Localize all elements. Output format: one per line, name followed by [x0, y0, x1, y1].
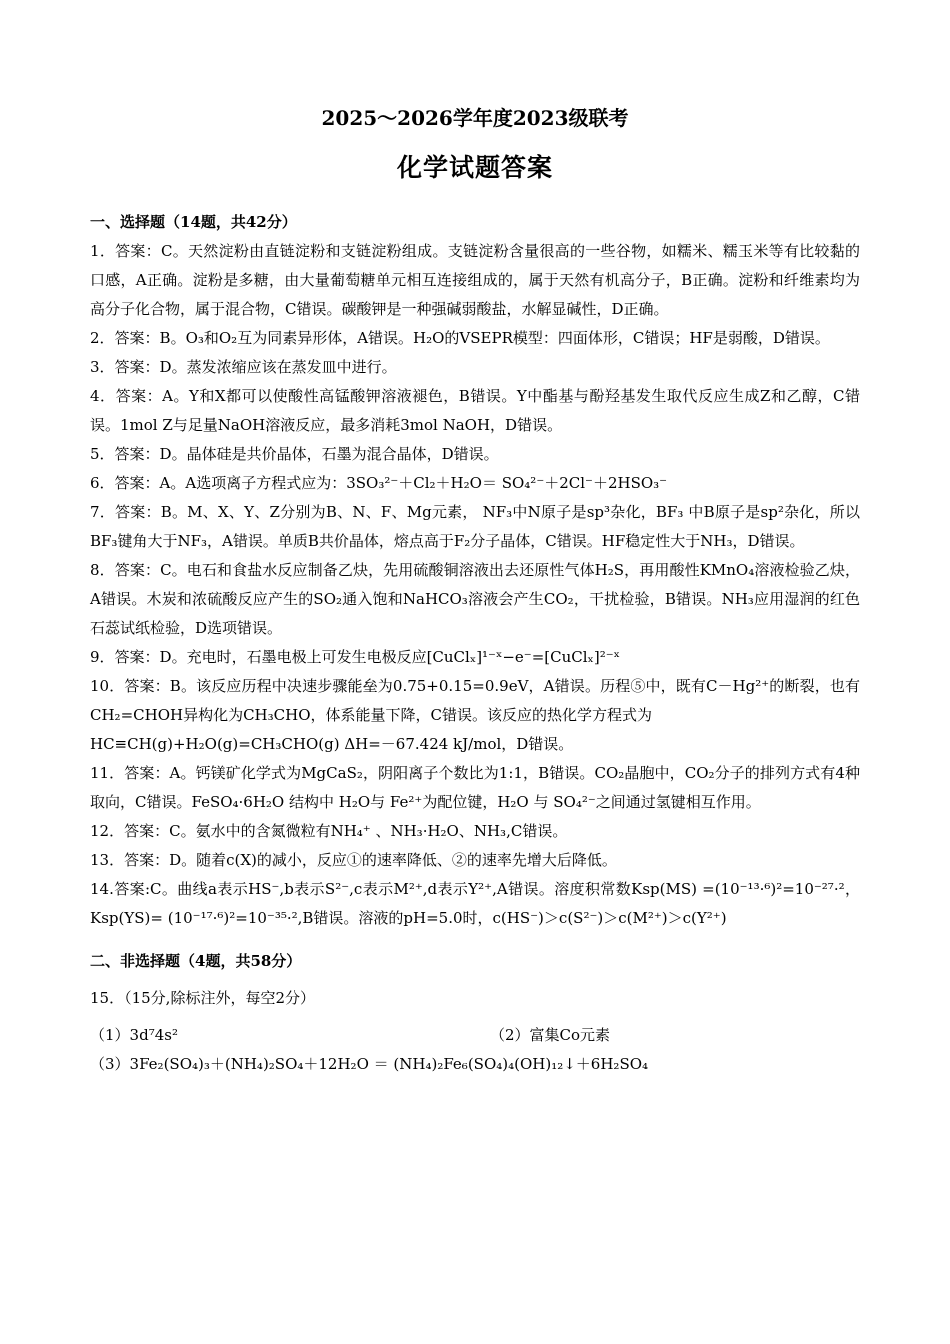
answer-15-1: （1）3d⁷4s² [90, 1026, 178, 1044]
answer-item: 7．答案：B。M、X、Y、Z分别为B、N、F、Mg元素， NF₃中N原子是sp³杂化，BF₃ 中B原子是sp²杂化，所以BF₃键角大于NF₃，A错误。单质B共价晶体，熔点高于F₂分子晶体，C错误。HF稳定性大于NH₃，D错误。 [90, 503, 860, 550]
page-title: 化学试题答案 [396, 153, 553, 182]
answer-15-2: （2）富集Co元素 [490, 1026, 611, 1044]
answer-content [90, 208, 860, 1079]
answer-item: 12．答案：C。氨水中的含氮微粒有NH₄⁺ 、NH₃·H₂O、NH₃,C错误。 [90, 822, 568, 840]
answer-item: 13．答案：D。随着c(X)的减小，反应①的速率降低、②的速率先增大后降低。 [90, 851, 617, 869]
answer-item: 1．答案：C。天然淀粉由直链淀粉和支链淀粉组成。支链淀粉含量很高的一些谷物，如糯米、糯玉米等有比较黏的口感，A正确。淀粉是多糖，由大量葡萄糖单元相互连接组成的，属于天然有机高分子，B正确。淀粉和纤维素均为高分子化合物，属于混合物，C错误。碳酸钾是一种强碱弱酸盐，水解显碱性，D正确。 [90, 242, 860, 318]
answer-item: 6．答案：A。A选项离子方程式应为：3SO₃²⁻＋Cl₂＋H₂O＝ SO₄²⁻＋2Cl⁻＋2HSO₃⁻ [90, 474, 668, 492]
answer-item-equation: HC≡CH(g)+H₂O(g)=CH₃CHO(g) ΔH=－67.424 kJ/mol，D错误。 [90, 735, 574, 753]
answer-15-3: （3）3Fe₂(SO₄)₃＋(NH₄)₂SO₄＋12H₂O ＝ (NH₄)₂Fe₆(SO₄)₄(OH)₁₂↓＋6H₂SO₄ [90, 1055, 649, 1073]
answer-item: 11．答案：A。钙镁矿化学式为MgCaS₂，阴阳离子个数比为1:1，B错误。CO₂晶胞中，CO₂分子的排列方式有4种取向，C错误。FeSO₄·6H₂O 结构中 H₂O与 Fe²⁺为配位键，H₂O 与 SO₄²⁻之间通过氢键相互作用。 [90, 764, 860, 811]
answer-item: 9．答案：D。充电时，石墨电极上可发生电极反应[CuClₓ]¹⁻ˣ−e⁻=[CuClₓ]²⁻ˣ [90, 648, 621, 666]
answer-item: 3．答案：D。蒸发浓缩应该在蒸发皿中进行。 [90, 358, 397, 376]
answer-item: 10．答案：B。该反应历程中决速步骤能垒为0.75+0.15=0.9eV，A错误。历程⑤中，既有C－Hg²⁺的断裂，也有CH₂=CHOH异构化为CH₃CHO，体系能量下降，C错误。该反应的热化学方程式为 [90, 677, 860, 724]
answer-item: 2．答案：B。O₃和O₂互为同素异形体，A错误。H₂O的VSEPR模型：四面体形，C错误；HF是弱酸，D错误。 [90, 329, 830, 347]
answer-item: 4．答案：A。Y和X都可以使酸性高锰酸钾溶液褪色，B错误。Y中酯基与酚羟基发生取代反应生成Z和乙醇，C错误。1mol Z与足量NaOH溶液反应，最多消耗3mol NaOH，D错误。 [90, 387, 860, 434]
section-heading-nonchoice: 二、非选择题（4题，共58分） [90, 952, 302, 970]
question-15-row [90, 1021, 860, 1050]
question-15-header: 15．（15分,除标注外，每空2分） [90, 989, 315, 1007]
answer-item: 5．答案：D。晶体硅是共价晶体，石墨为混合晶体，D错误。 [90, 445, 499, 463]
section-heading-choice: 一、选择题（14题，共42分） [90, 213, 297, 231]
answer-item: 14.答案:C。曲线a表示HS⁻,b表示S²⁻,c表示M²⁺,d表示Y²⁺,A错误。溶度积常数Ksp(MS) =(10⁻¹³·⁶)²=10⁻²⁷·²，Ksp(YS)= (10⁻¹⁷·⁶)²=10⁻³⁵·²,B错误。溶液的pH=5.0时，c(HS⁻)＞c(S²⁻)＞c(M²⁺)＞c(Y²⁺) [90, 880, 860, 927]
exam-title: 2025～2026学年度2023级联考 [321, 106, 629, 130]
answer-item: 8．答案：C。电石和食盐水反应制备乙炔，先用硫酸铜溶液出去还原性气体H₂S，再用酸性KMnO₄溶液检验乙炔，A错误。木炭和浓硫酸反应产生的SO₂通入饱和NaHCO₃溶液会产生CO₂，干扰检验，B错误。NH₃应用湿润的红色石蕊试纸检验，D选项错误。 [90, 561, 860, 637]
